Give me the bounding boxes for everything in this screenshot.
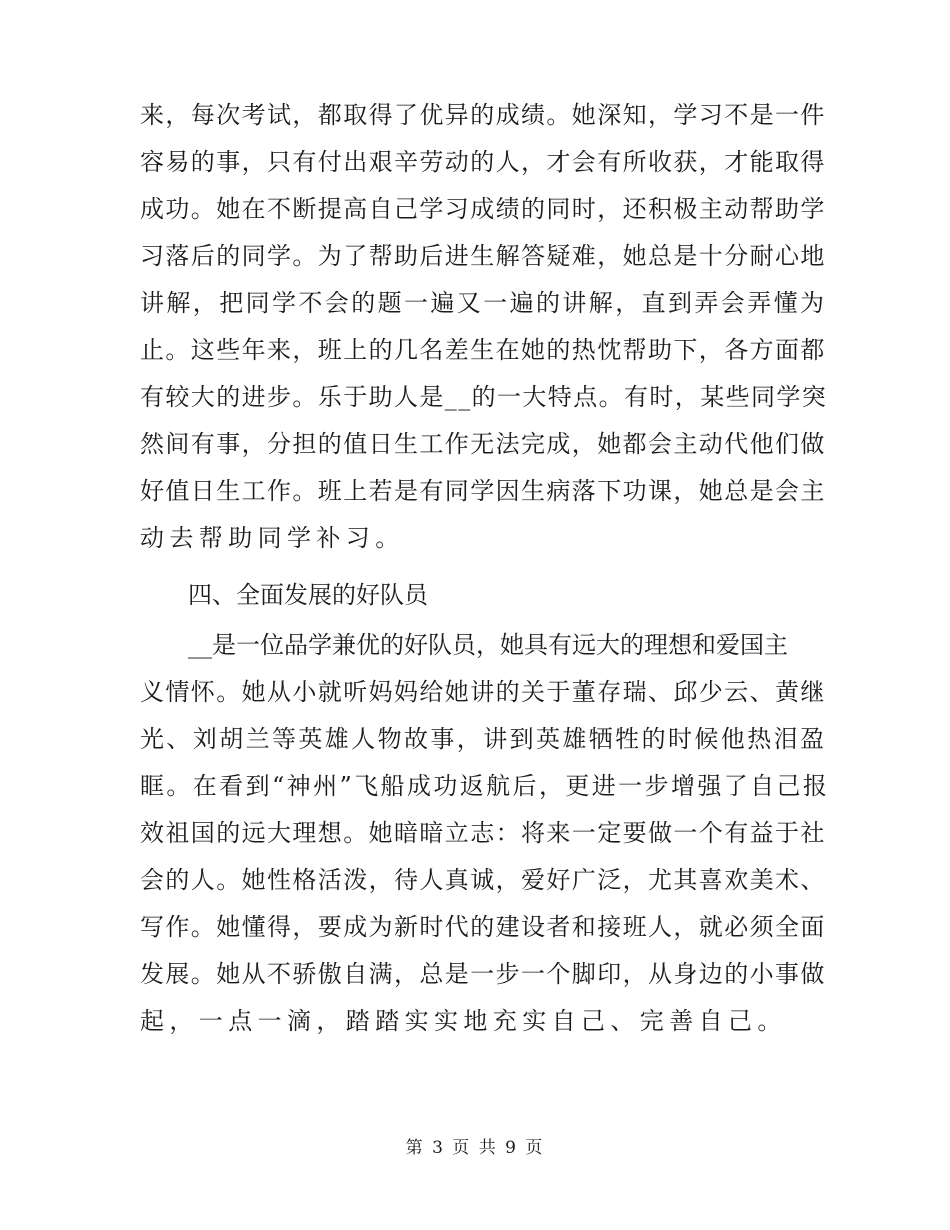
body-line: 习落后的同学。为了帮助后进生解答疑难，她总是十分耐心地 [140, 242, 826, 270]
page-number-footer: 第 3 页 共 9 页 [405, 1138, 545, 1158]
body-line: 来，每次考试，都取得了优异的成绩。她深知，学习不是一件 [140, 101, 826, 129]
body-line: 动去帮助同学补习。 [140, 524, 405, 552]
body-line: 有较大的进步。乐于助人是__的一大特点。有时，某些同学突 [140, 383, 828, 411]
body-line: 写作。她懂得，要成为新时代的建设者和接班人，就必须全面 [140, 913, 826, 941]
body-line: 义情怀。她从小就听妈妈给她讲的关于董存瑞、邱少云、黄继 [140, 678, 826, 706]
body-line: 然间有事，分担的值日生工作无法完成，她都会主动代他们做 [140, 430, 826, 458]
body-line: 成功。她在不断提高自己学习成绩的同时，还积极主动帮助学 [140, 195, 826, 223]
body-line: 眶。在看到“神州”飞船成功返航后，更进一步增强了自己报 [140, 772, 830, 800]
body-line: 好值日生工作。班上若是有同学因生病落下功课，她总是会主 [140, 477, 826, 505]
section-heading: 四、全面发展的好队员 [188, 581, 428, 609]
body-line: 止。这些年来，班上的几名差生在她的热忱帮助下，各方面都 [140, 336, 826, 364]
body-line: 讲解，把同学不会的题一遍又一遍的讲解，直到弄会弄懂为 [140, 289, 827, 317]
body-line: 会的人。她性格活泼，待人真诚，爱好广泛，尤其喜欢美术、 [140, 866, 826, 894]
body-line: __是一位品学兼优的好队员，她具有远大的理想和爱国主 [188, 631, 788, 659]
body-line: 光、刘胡兰等英雄人物故事，讲到英雄牺牲的时候他热泪盈 [140, 725, 827, 753]
body-line: 发展。她从不骄傲自满，总是一步一个脚印，从身边的小事做 [140, 960, 826, 988]
body-line: 效祖国的远大理想。她暗暗立志：将来一定要做一个有益于社 [140, 819, 826, 847]
body-line: 容易的事，只有付出艰辛劳动的人，才会有所收获，才能取得 [140, 148, 826, 176]
body-line: 起，一点一滴，踏踏实实地充实自己、完善自己。 [140, 1007, 787, 1035]
